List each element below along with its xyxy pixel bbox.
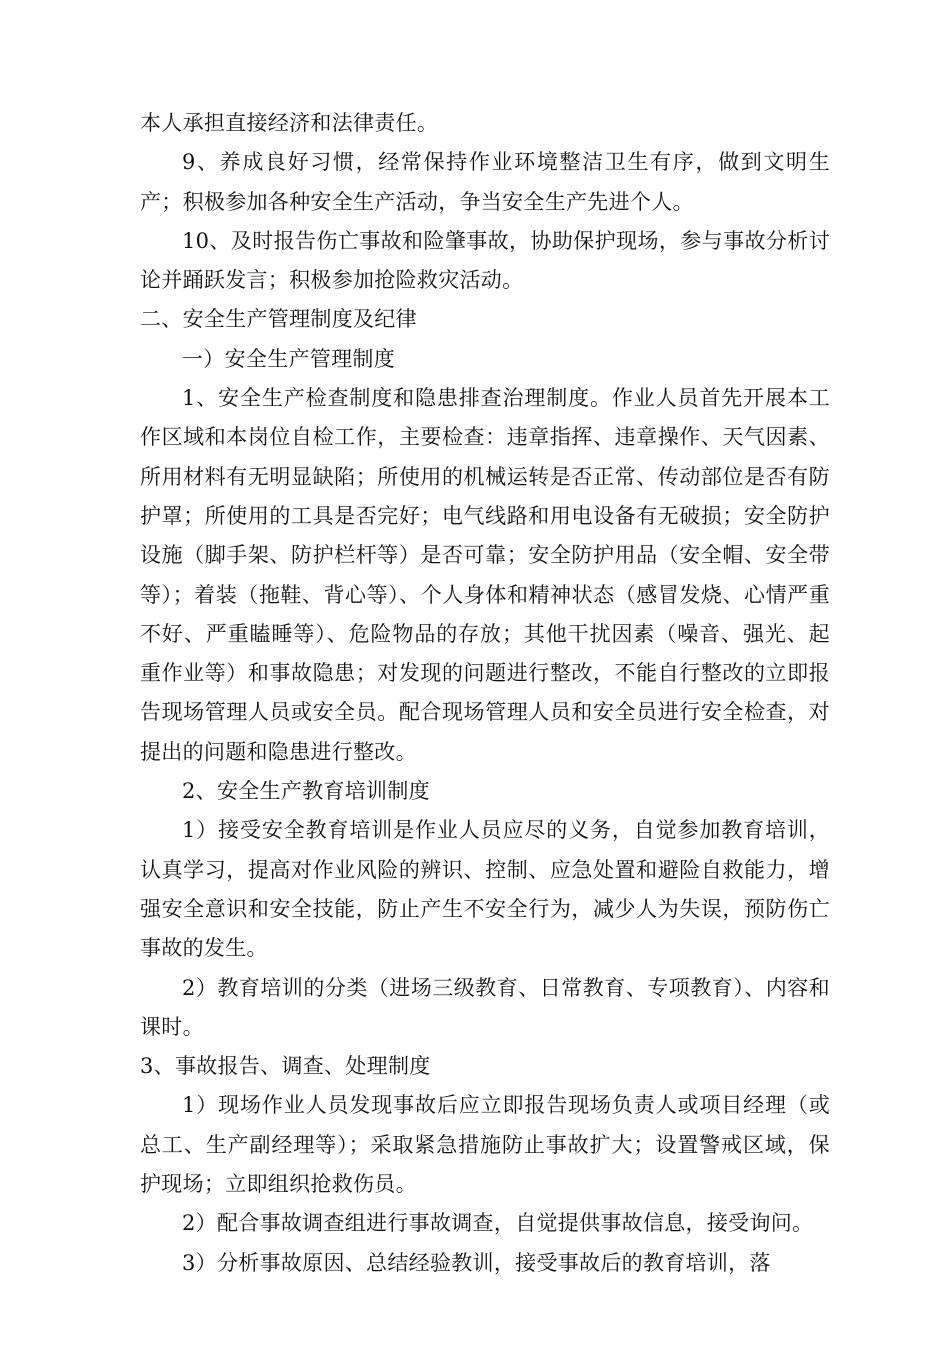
section-heading-2: 二、安全生产管理制度及纪律 <box>140 307 417 332</box>
paragraph-accident-3: 3）分析事故原因、总结经验教训，接受事故后的教育培训，落 <box>182 1250 771 1275</box>
subsection-heading-1: 一）安全生产管理制度 <box>182 346 395 371</box>
paragraph-training-heading: 2、安全生产教育培训制度 <box>182 779 430 804</box>
paragraph-training-1: 1）接受安全教育培训是作业人员应尽的义务，自觉参加教育培训，认真学习，提高对作业风险的辨识、控制、应急处置和避险自救能力，增强安全意识和安全技能，防止产生不安全行为，减少人为失误，预防伤亡事故的发生。 <box>140 818 830 961</box>
paragraph-training-2: 2）教育培训的分类（进场三级教育、日常教育、专项教育）、内容和课时。 <box>140 975 830 1039</box>
paragraph-item-9: 9、养成良好习惯，经常保持作业环境整洁卫生有序，做到文明生产；积极参加各种安全生产活动，争当安全生产先进个人。 <box>140 150 830 214</box>
paragraph-accident-heading: 3、事故报告、调查、处理制度 <box>140 1054 431 1079</box>
paragraph-item-10: 10、及时报告伤亡事故和险肇事故，协助保护现场，参与事故分析讨论并踊跃发言；积极参加抢险救灾活动。 <box>140 228 830 293</box>
paragraph-accident-1: 1）现场作业人员发现事故后应立即报告现场负责人或项目经理（或总工、生产副经理等）；采取紧急措施防止事故扩大；设置警戒区域，保护现场；立即组织抢救伤员。 <box>140 1093 830 1197</box>
document-body <box>140 104 830 1283</box>
paragraph-inspection-system: 1、安全生产检查制度和隐患排查治理制度。作业人员首先开展本工作区域和本岗位自检工作，主要检查：违章指挥、违章操作、天气因素、所用材料有无明显缺陷；所使用的机械运转是否正常、传动部位是否有防护罩；所使用的工具是否完好；电气线路和用电设备有无破损；安全防护设施（脚手架、防护栏杆等）是否可靠；安全防护用品（安全帽、安全带等）；着装（拖鞋、背心等）、个人身体和精神状态（感冒发烧、心情严重不好、严重瞌睡等）、危险物品的存放；其他干扰因素（噪音、强光、起重作业等）和事故隐患；对发现的问题进行整改，不能自行整改的立即报告现场管理人员或安全员。配合现场管理人员和安全员进行安全检查，对提出的问题和隐患进行整改。 <box>140 386 830 764</box>
paragraph-accident-2: 2）配合事故调查组进行事故调查，自觉提供事故信息，接受询问。 <box>182 1211 814 1236</box>
paragraph-continuation: 本人承担直接经济和法律责任。 <box>140 111 439 135</box>
